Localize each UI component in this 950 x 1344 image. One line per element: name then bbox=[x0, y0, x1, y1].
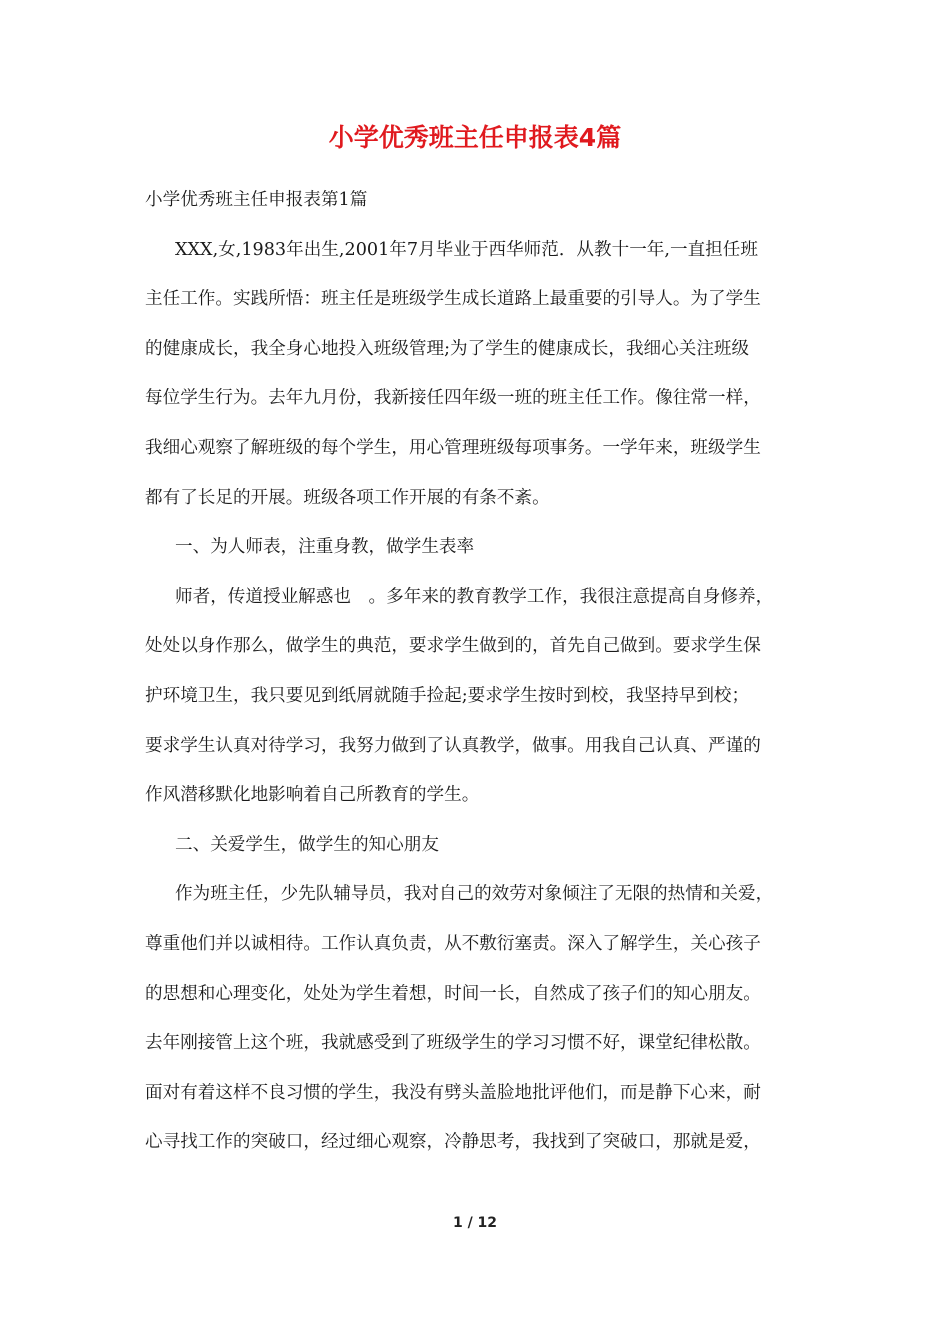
section-heading: 小学优秀班主任申报表第1篇 bbox=[145, 190, 368, 210]
paragraph-line: 的健康成长，我全身心地投入班级管理;为了学生的健康成长，我细心关注班级 bbox=[145, 338, 750, 359]
paragraph-line: 作为班主任，少先队辅导员，我对自己的效劳对象倾注了无限的热情和关爱， bbox=[175, 884, 774, 905]
document-body bbox=[145, 176, 825, 1168]
paragraph-line: 尊重他们并以诚相待。工作认真负责，从不敷衍塞责。深入了解学生，关心孩子 bbox=[145, 933, 761, 954]
paragraph-line: 护环境卫生，我只要见到纸屑就随手捡起;要求学生按时到校，我坚持早到校； bbox=[145, 685, 750, 706]
subheading: 一、为人师表，注重身教，做学生表率 bbox=[175, 537, 475, 558]
paragraph-line: 每位学生行为。去年九月份，我新接任四年级一班的班主任工作。像往常一样， bbox=[145, 388, 761, 409]
subheading: 二、关爱学生，做学生的知心朋友 bbox=[175, 834, 439, 855]
document-title: 小学优秀班主任申报表4篇 bbox=[328, 123, 622, 152]
paragraph-line: 要求学生认真对待学习，我努力做到了认真教学，做事。用我自己认真、严谨的 bbox=[145, 735, 761, 756]
page-number: 1 / 12 bbox=[452, 1215, 498, 1231]
paragraph-line: 面对有着这样不良习惯的学生，我没有劈头盖脸地批评他们，而是静下心来，耐 bbox=[145, 1082, 761, 1103]
paragraph-line: 师者，传道授业解惑也 。多年来的教育教学工作，我很注意提高自身修养， bbox=[175, 586, 774, 607]
paragraph-line: 我细心观察了解班级的每个学生，用心管理班级每项事务。一学年来，班级学生 bbox=[145, 437, 761, 458]
paragraph-line: 作风潜移默化地影响着自己所教育的学生。 bbox=[145, 785, 480, 806]
paragraph-line: 的思想和心理变化，处处为学生着想，时间一长，自然成了孩子们的知心朋友。 bbox=[145, 983, 761, 1004]
paragraph-line: 处处以身作那么，做学生的典范，要求学生做到的，首先自己做到。要求学生保 bbox=[145, 636, 761, 657]
paragraph-line: 都有了长足的开展。班级各项工作开展的有条不紊。 bbox=[145, 487, 550, 508]
paragraph-line: 主任工作。实践所悟：班主任是班级学生成长道路上最重要的引导人。为了学生 bbox=[145, 289, 761, 310]
paragraph-line: 去年刚接管上这个班，我就感受到了班级学生的学习习惯不好，课堂纪律松散。 bbox=[145, 1033, 761, 1054]
paragraph-line: XXX,女,1983年出生,2001年7月毕业于西华师范．从教十一年,一直担任班 bbox=[175, 239, 758, 260]
paragraph-line: 心寻找工作的突破口，经过细心观察，冷静思考，我找到了突破口，那就是爱， bbox=[145, 1132, 761, 1153]
